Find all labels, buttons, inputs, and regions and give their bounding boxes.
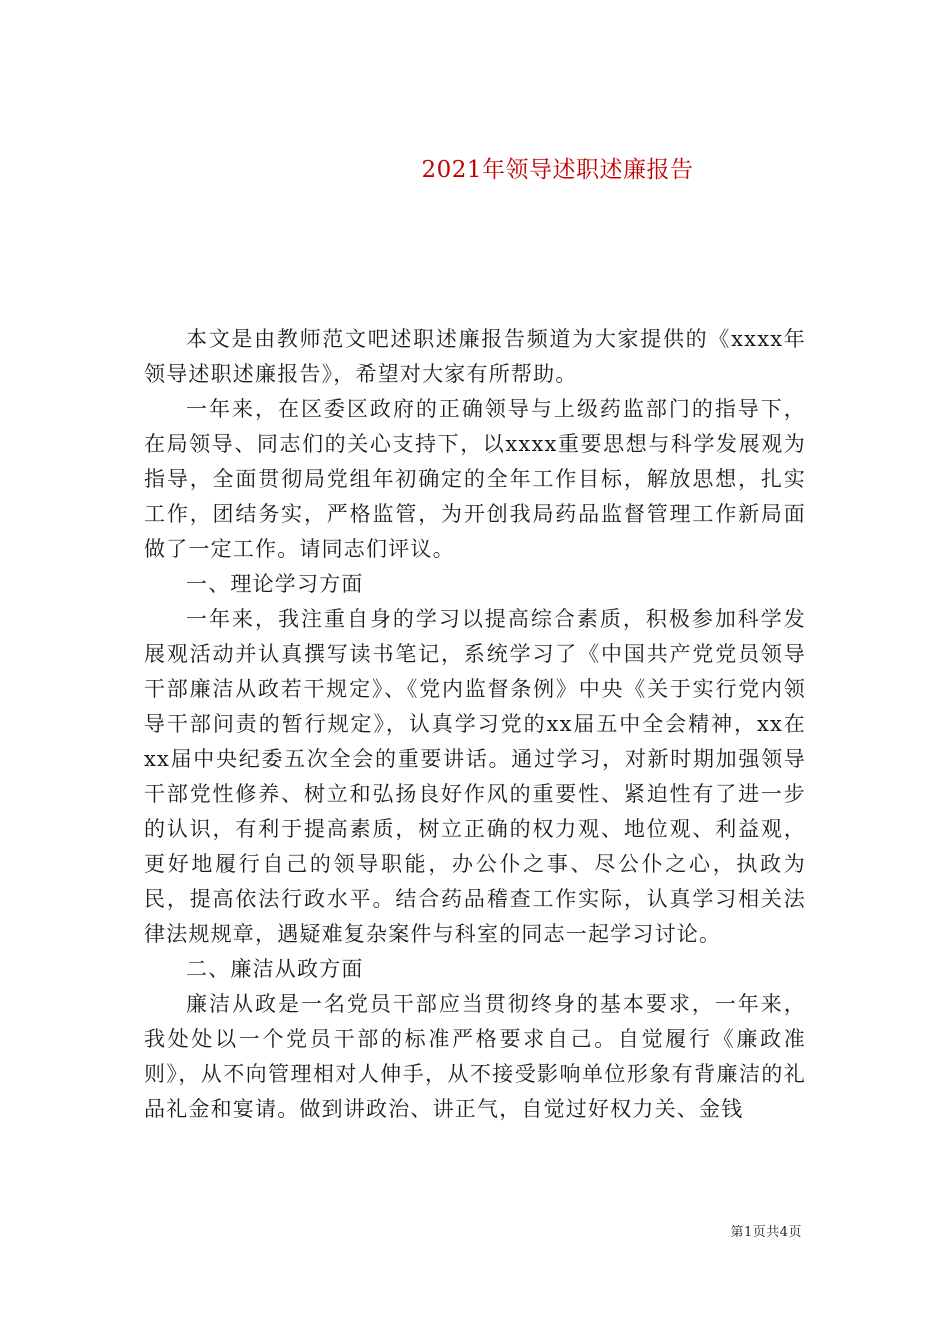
paragraph-summary: 一年来，在区委区政府的正确领导与上级药监部门的指导下，在局领导、同志们的关心支持下，以xxxx重要思想与科学发展观为指导，全面贯彻局党组年初确定的全年工作目标，解放思想，扎实工作，团结务实，严格监管，为开创我局药品监督管理工作新局面做了一定工作。请同志们评议。 [144,397,806,561]
document-body [144,322,806,1127]
section-heading-integrity: 二、廉洁从政方面 [186,957,364,981]
paragraph-integrity: 廉洁从政是一名党员干部应当贯彻终身的基本要求，一年来，我处处以一个党员干部的标准严格要求自己。自觉履行《廉政准则》，从不向管理相对人伸手，从不接受影响单位形象有背廉洁的礼品礼金和宴请。做到讲政治、讲正气，自觉过好权力关、金钱 [144,992,806,1121]
page-number: 第1页共4页 [730,1225,802,1240]
section-heading-theory: 一、理论学习方面 [186,572,364,596]
document-title: 2021年领导述职述廉报告 [421,157,694,184]
paragraph-intro: 本文是由教师范文吧述职述廉报告频道为大家提供的《xxxx年领导述职述廉报告》，希望对大家有所帮助。 [144,327,806,386]
paragraph-theory: 一年来，我注重自身的学习以提高综合素质，积极参加科学发展观活动并认真撰写读书笔记，系统学习了《中国共产党党员领导干部廉洁从政若干规定》、《党内监督条例》中央《关于实行党内领导干部问责的暂行规定》，认真学习党的xx届五中全会精神，xx在xx届中央纪委五次全会的重要讲话。通过学习，对新时期加强领导干部党性修养、树立和弘扬良好作风的重要性、紧迫性有了进一步的认识，有利于提高素质，树立正确的权力观、地位观、利益观，更好地履行自己的领导职能，办公仆之事、尽公仆之心，执政为民，提高依法行政水平。结合药品稽查工作实际，认真学习相关法律法规规章，遇疑难复杂案件与科室的同志一起学习讨论。 [144,607,806,946]
